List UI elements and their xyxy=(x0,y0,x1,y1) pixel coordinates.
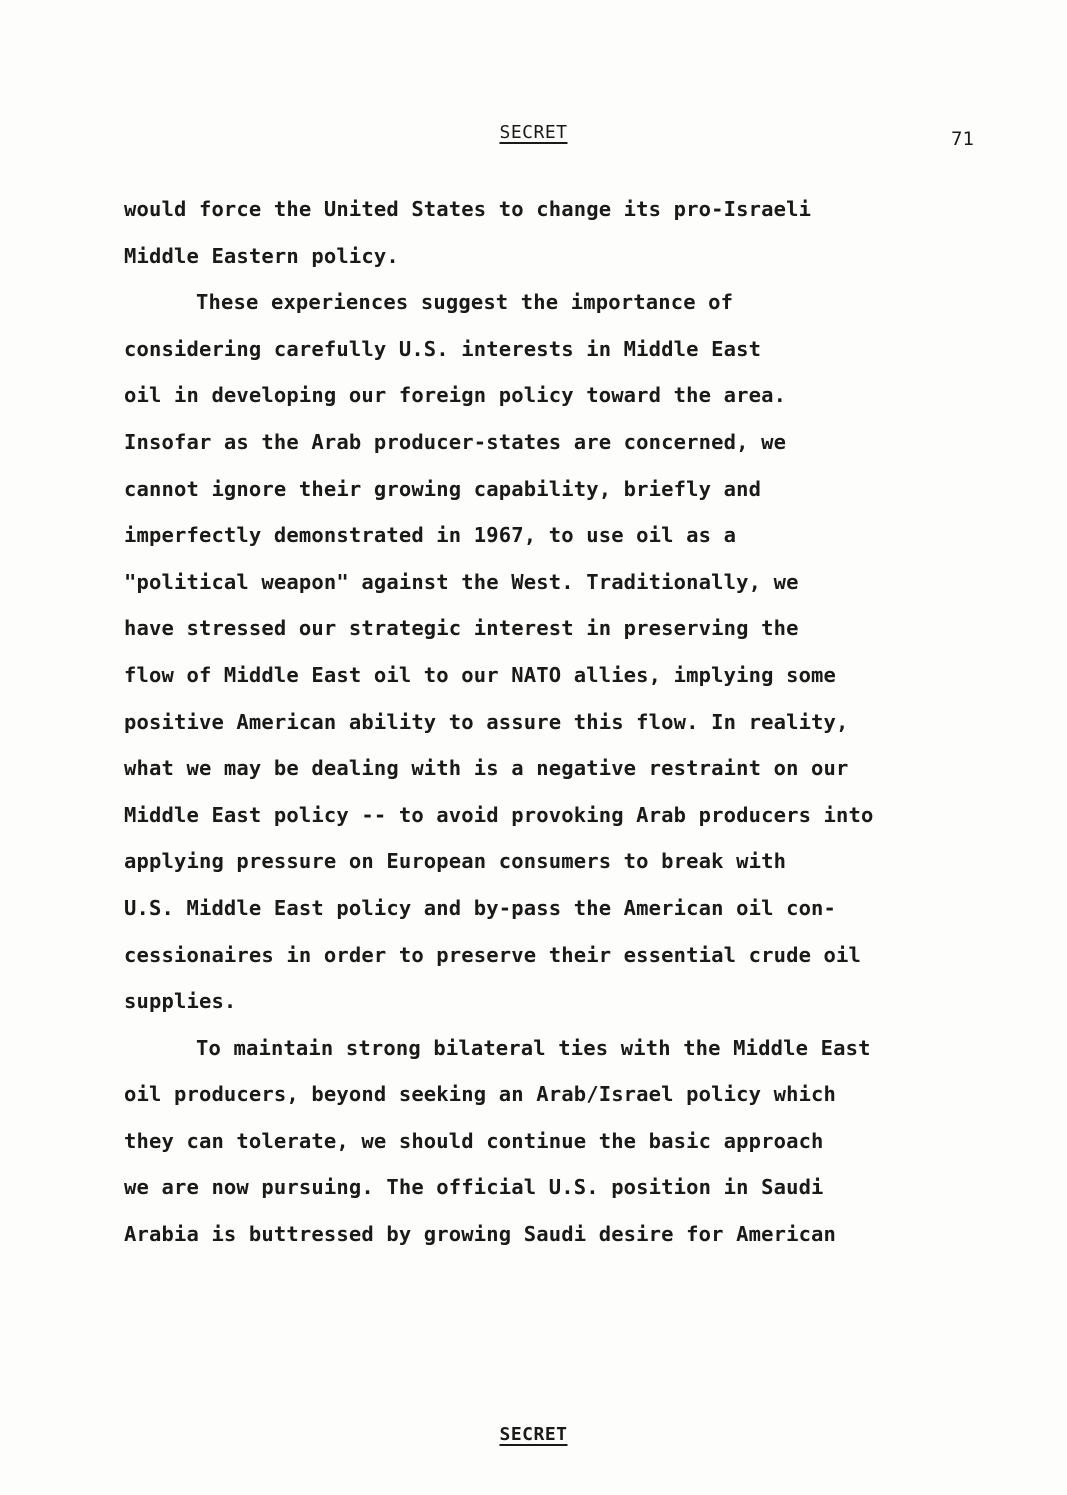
body-line: applying pressure on European consumers to break with xyxy=(124,849,787,874)
classification-footer xyxy=(0,1424,1067,1445)
body-line: positive American ability to assure this flow. In reality, xyxy=(124,709,849,734)
document-body xyxy=(124,186,984,1258)
body-line: imperfectly demonstrated in 1967, to use oil as a xyxy=(124,523,737,548)
body-line: Insofar as the Arab producer-states are concerned, we xyxy=(124,429,787,454)
body-line: oil in developing our foreign policy toward the area. xyxy=(124,383,787,408)
body-line: U.S. Middle East policy and by-pass the American oil con- xyxy=(124,895,837,920)
body-line: they can tolerate, we should continue the basic approach xyxy=(124,1128,824,1153)
body-line: flow of Middle East oil to our NATO allies, implying some xyxy=(124,662,837,687)
classification-footer-text: SECRET xyxy=(499,1424,568,1445)
paragraph-start-line: These experiences suggest the importance of xyxy=(196,290,734,315)
body-line: "political weapon" against the West. Traditionally, we xyxy=(124,569,799,594)
body-line: what we may be dealing with is a negative restraint on our xyxy=(124,756,849,781)
body-line: oil producers, beyond seeking an Arab/Israel policy which xyxy=(124,1082,837,1107)
body-line: cessionaires in order to preserve their essential crude oil xyxy=(124,942,862,967)
body-line: supplies. xyxy=(124,989,237,1014)
body-line: considering carefully U.S. interests in Middle East xyxy=(124,336,762,361)
paragraph-start-line: To maintain strong bilateral ties with the Middle East xyxy=(196,1035,871,1060)
page-number: 71 xyxy=(951,128,974,150)
classification-header-text: SECRET xyxy=(499,122,568,143)
body-line: cannot ignore their growing capability, briefly and xyxy=(124,476,762,501)
body-line: Middle Eastern policy. xyxy=(124,243,399,268)
body-line: have stressed our strategic interest in preserving the xyxy=(124,616,799,641)
classification-header xyxy=(0,122,1067,143)
body-line: Arabia is buttressed by growing Saudi desire for American xyxy=(124,1222,837,1247)
body-line: Middle East policy -- to avoid provoking Arab producers into xyxy=(124,802,874,827)
body-line: would force the United States to change its pro-Israeli xyxy=(124,197,812,221)
body-line: we are now pursuing. The official U.S. position in Saudi xyxy=(124,1175,824,1200)
